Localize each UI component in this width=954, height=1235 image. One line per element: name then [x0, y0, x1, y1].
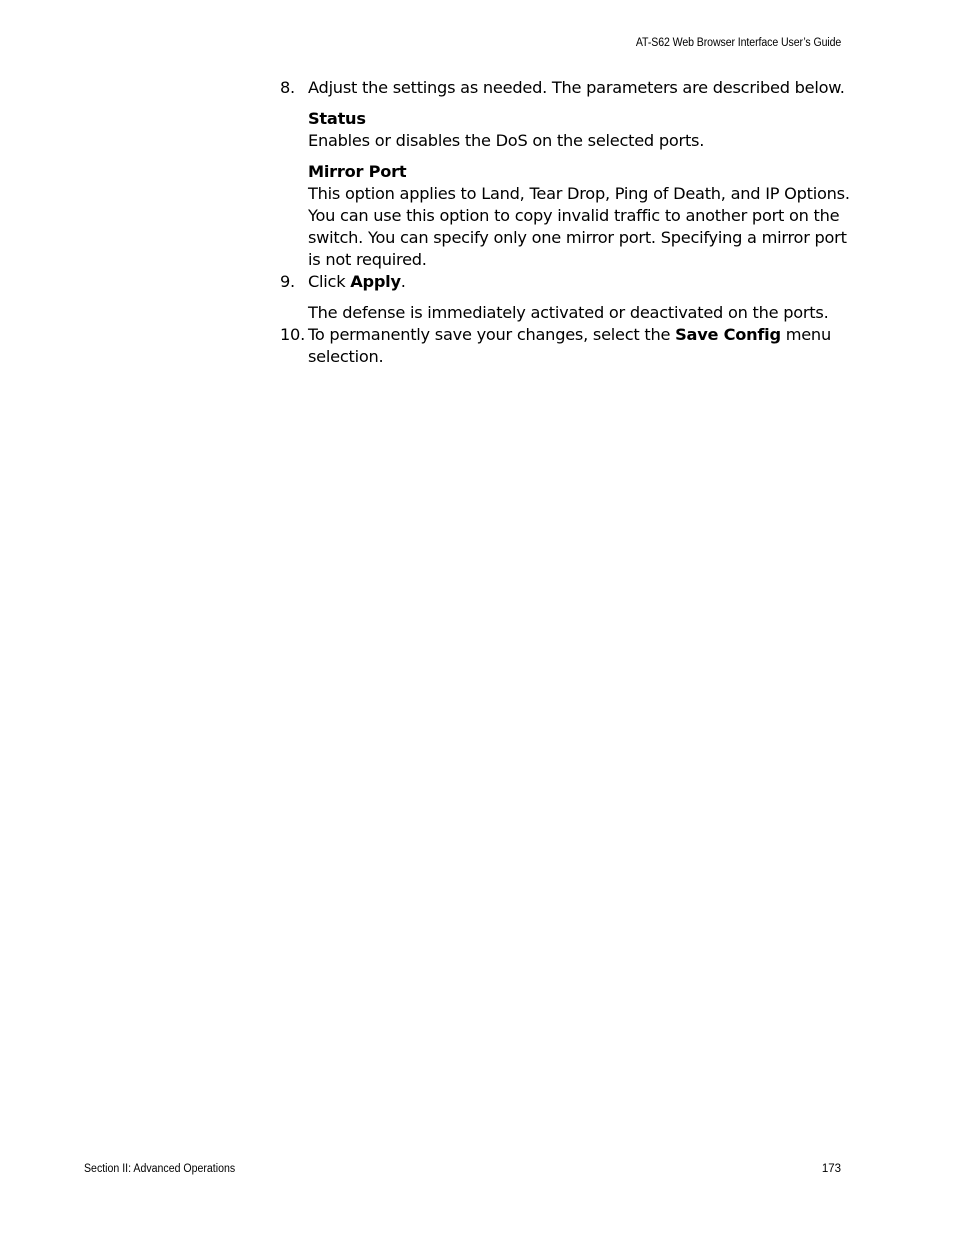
parameter-mirror-port: [308, 161, 860, 271]
step-number: 10.: [280, 325, 305, 344]
running-header: AT-S62 Web Browser Interface User’s Guide: [635, 37, 841, 49]
step-text-suffix: menu selection.: [308, 325, 831, 366]
footer-section-title: Section II: Advanced Operations: [84, 1163, 236, 1175]
step-9-result: The defense is immediately activated or deactivated on the ports.: [308, 303, 829, 322]
parameter-name: Status: [308, 109, 366, 128]
step-10: [280, 324, 860, 368]
apply-label: Apply: [350, 272, 401, 291]
step-9: [280, 271, 860, 293]
parameter-description: Enables or disables the DoS on the selected ports.: [308, 131, 705, 150]
parameter-status: [308, 108, 860, 152]
step-number: 8.: [280, 78, 295, 97]
save-config-label: Save Config: [675, 325, 781, 344]
step-text-prefix: To permanently save your changes, select the: [308, 325, 676, 344]
step-8: [280, 77, 860, 99]
parameter-description: This option applies to Land, Tear Drop, Ping of Death, and IP Options. You can use this option to copy invalid traffic to another port on the switch. You can specify only one mirror port. Specifying a mirror port is not required.: [308, 184, 850, 269]
parameter-name: Mirror Port: [308, 162, 407, 181]
step-number: 9.: [280, 272, 295, 291]
document-body: [280, 77, 860, 368]
page-number: 173: [821, 1163, 841, 1175]
step-text-prefix: Click: [308, 272, 351, 291]
step-text: Adjust the settings as needed. The parameters are described below.: [308, 78, 845, 97]
step-text-suffix: .: [400, 272, 406, 291]
